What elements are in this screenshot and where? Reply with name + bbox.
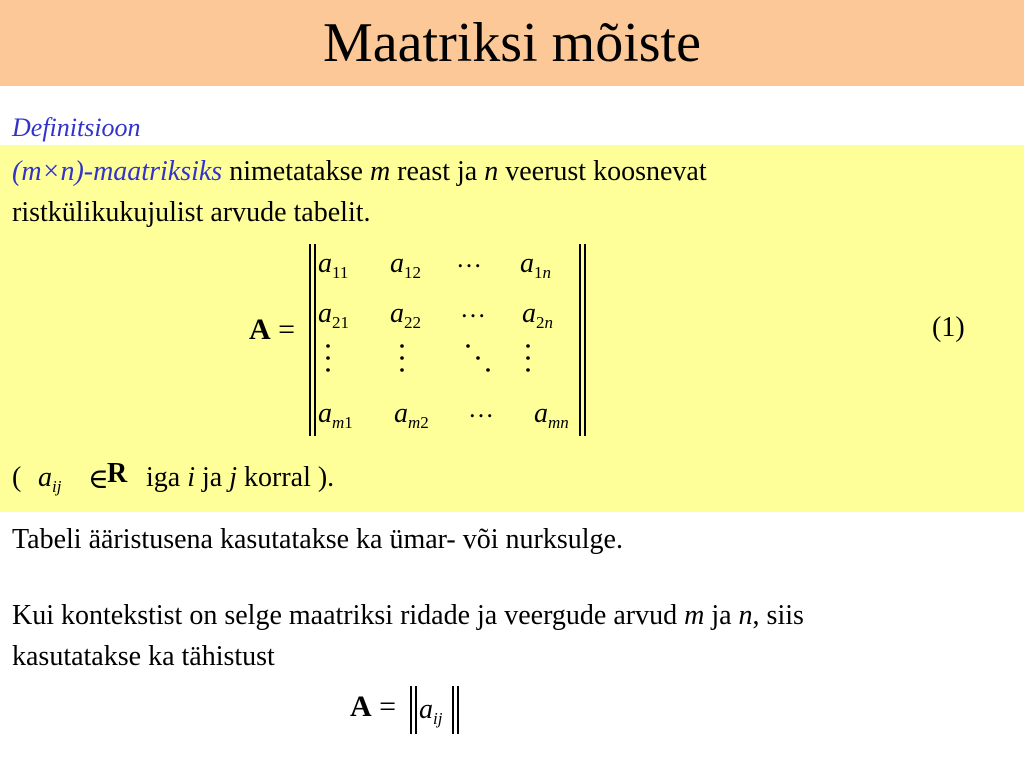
matrix-dots-row bbox=[316, 340, 576, 380]
matrix-hdots: … bbox=[468, 394, 496, 423]
matrix-cell: $a_{21}$ bbox=[318, 298, 349, 332]
matrix-hdots: … bbox=[460, 294, 488, 323]
definition-line-1: (m×n)-maatriksiks nimetatakse m reast ja n veerust koosnevat bbox=[12, 156, 707, 187]
matrix-cell: $a_{m1}$ bbox=[318, 398, 353, 432]
short-eq-bar bbox=[410, 686, 412, 734]
matrix-cell: $a_{22}$ bbox=[390, 298, 421, 332]
paragraph-brackets: Tabeli ääristusena kasutatakse ka ümar- või nurksulge. bbox=[12, 524, 623, 555]
definition-term: (m×n)-maatriksiks bbox=[12, 156, 223, 187]
short-eq-bar bbox=[457, 686, 459, 734]
slide-title: Maatriksi mõiste bbox=[323, 12, 701, 74]
matrix-hdots: … bbox=[456, 244, 484, 273]
definition-label: Definitsioon bbox=[12, 113, 141, 142]
short-eq-bar bbox=[415, 686, 417, 734]
paragraph-context-line-1: Kui kontekstist on selge maatriksi ridade ja veergude arvud m ja n, siis bbox=[12, 600, 804, 631]
matrix-right-bar bbox=[579, 244, 581, 436]
matrix-cell: $a_{m2}$ bbox=[394, 398, 429, 432]
matrix-left-bar bbox=[309, 244, 311, 436]
matrix-cell: $a_{2n}$ bbox=[522, 298, 553, 332]
matrix-cell: $a_{1n}$ bbox=[520, 248, 551, 282]
matrix-cell: $a_{11}$ bbox=[318, 248, 349, 282]
definition-line-2: ristkülikukujulist arvude tabelit. bbox=[12, 197, 371, 228]
short-eq-lhs: A = bbox=[350, 690, 397, 723]
matrix-right-bar bbox=[584, 244, 586, 436]
paragraph-context-line-2: kasutatakse ka tähistust bbox=[12, 641, 275, 672]
equation-number: (1) bbox=[932, 312, 965, 343]
membership-line: ( $a_{ij}$ ∈ R iga i ja j korral ). bbox=[12, 458, 335, 496]
short-eq-bar bbox=[452, 686, 454, 734]
matrix-cell: $a_{mn}$ bbox=[534, 398, 569, 432]
short-eq-cell: $a_{ij}$ bbox=[419, 694, 443, 728]
matrix-lhs: A = bbox=[249, 313, 296, 346]
matrix-cell: $a_{12}$ bbox=[390, 248, 421, 282]
